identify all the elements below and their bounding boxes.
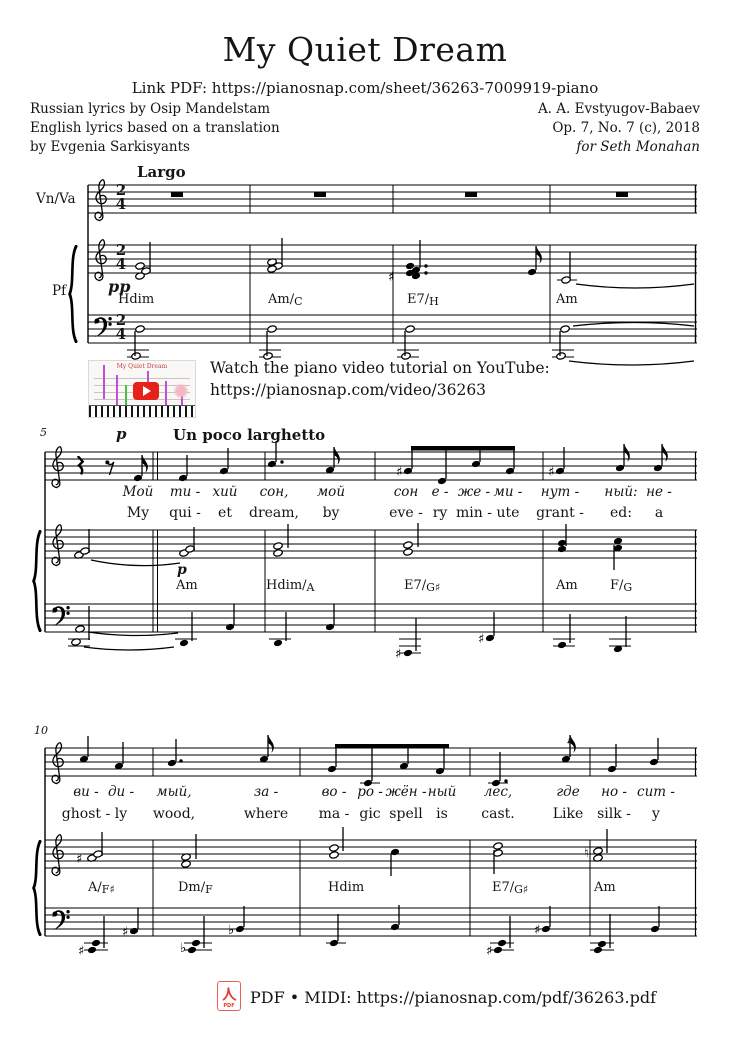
- lyric-syllable: мый,: [156, 784, 192, 800]
- lyric-syllable: ute: [496, 505, 520, 521]
- flat-accidental-icon: ♭: [228, 923, 235, 938]
- lyric-syllable: cast.: [481, 806, 515, 822]
- sharp-accidental-icon: ♯: [486, 944, 493, 959]
- grand-staff-brace: [34, 840, 41, 936]
- lyric-syllable: silk -: [597, 806, 631, 822]
- lyric-syllable: ви -: [73, 784, 99, 800]
- lyric-syllable: ро -: [357, 784, 383, 800]
- chord-label: Am/C: [268, 292, 303, 308]
- page-title: My Quiet Dream: [222, 30, 508, 69]
- lyric-syllable: ный: [427, 784, 457, 800]
- chord-label: Am: [556, 578, 578, 593]
- piano-keys-strip: [89, 405, 195, 417]
- lyric-syllable: eve -: [389, 505, 423, 521]
- chord-label: Am: [556, 292, 578, 307]
- chord-label: Dm/F: [178, 880, 213, 896]
- bass-clef-icon: [52, 910, 69, 930]
- tempo-un-poco-larghetto: Un poco larghetto: [173, 426, 326, 444]
- lyric-syllable: во -: [321, 784, 347, 800]
- sharp-accidental-icon: ♯: [395, 647, 402, 662]
- chord-label: Hdim: [328, 880, 365, 895]
- time-signature-top: 2: [115, 241, 127, 259]
- grand-staff-brace: [70, 245, 77, 343]
- sharp-accidental-icon: ♯: [78, 944, 85, 959]
- dynamic-p-vocal: p: [116, 425, 127, 443]
- lyric-syllable: et: [218, 505, 232, 521]
- time-signature-bottom: 4: [115, 195, 127, 213]
- lyric-syllable: нут -: [540, 484, 580, 500]
- lyric-syllable: grant -: [536, 505, 584, 521]
- composer-line: A. A. Evstyugov-Babaev: [537, 101, 700, 117]
- lyric-syllable: е -: [431, 484, 449, 500]
- treble-clef-icon: [52, 835, 63, 876]
- lyric-syllable: a: [654, 505, 664, 521]
- sharp-accidental-icon: ♯: [122, 925, 129, 940]
- lyric-syllable: за -: [253, 784, 279, 800]
- lyric-syllable: где: [556, 784, 580, 800]
- measure-number-10: 10: [34, 724, 48, 737]
- lyric-syllable: жён -: [385, 784, 427, 800]
- lyric-syllable: ми -: [493, 484, 523, 500]
- chord-label: Am: [176, 578, 198, 593]
- chord-label: E7/H: [407, 292, 439, 308]
- chord-label: E7/G♯: [404, 578, 441, 594]
- lyric-syllable: is: [436, 806, 448, 822]
- lyric-syllable: wood,: [152, 806, 196, 822]
- treble-clef-icon: [52, 525, 63, 566]
- credit-line: English lyrics based on a translation: [30, 120, 280, 136]
- lyric-syllable: ma -: [318, 806, 350, 822]
- lyric-syllable: min -: [456, 505, 492, 521]
- bass-clef-icon: [94, 317, 111, 337]
- youtube-play-icon[interactable]: [133, 382, 159, 400]
- time-signature-top: 2: [115, 181, 127, 199]
- opus-line: Op. 7, No. 7 (c), 2018: [552, 120, 700, 136]
- lyric-syllable: Like: [552, 806, 584, 822]
- lyric-syllable: сон: [393, 484, 419, 500]
- lyric-syllable: сон,: [259, 484, 289, 500]
- lyric-syllable: qui -: [169, 505, 201, 521]
- sharp-accidental-icon: ♯: [396, 465, 403, 480]
- lyric-syllable: ный:: [604, 484, 638, 500]
- lyric-syllable: by: [322, 505, 340, 521]
- credit-line: by Evgenia Sarkisyants: [30, 139, 190, 155]
- lyric-syllable: spell: [389, 806, 423, 822]
- pdf-file-icon[interactable]: [217, 981, 241, 1011]
- lyric-syllable: мой: [316, 484, 346, 500]
- lyric-syllable: сит -: [637, 784, 675, 800]
- sharp-accidental-icon: ♯: [548, 465, 555, 480]
- lyric-syllable: y: [652, 806, 660, 822]
- lyric-syllable: хий: [212, 484, 238, 500]
- lyric-syllable: ry: [432, 505, 448, 521]
- measure-number-5: 5: [40, 426, 47, 439]
- treble-clef-icon: [95, 180, 106, 221]
- pdf-icon-label: PDF: [223, 1003, 235, 1009]
- thumbnail-title: My Quiet Dream: [116, 363, 168, 370]
- note-streak: [103, 365, 105, 399]
- chord-label: Am: [594, 880, 616, 895]
- instrument-label-violin: Vn/Va: [36, 191, 76, 207]
- bass-clef-icon: [52, 606, 69, 626]
- treble-clef-icon: [52, 743, 63, 784]
- lyric-syllable: Мой: [122, 484, 154, 500]
- lyric-syllable: же -: [457, 484, 491, 500]
- note-streak: [116, 375, 118, 405]
- sharp-accidental-icon: ♯: [534, 923, 541, 938]
- lyric-syllable: лес,: [483, 784, 513, 800]
- flat-accidental-icon: ♭: [180, 941, 187, 956]
- sharp-accidental-icon: ♯: [388, 270, 395, 285]
- credit-line: Russian lyrics by Osip Mandelstam: [30, 101, 271, 117]
- youtube-link-line[interactable]: https://pianosnap.com/video/36263: [210, 381, 487, 399]
- breath-mark: ,: [567, 726, 573, 745]
- lyric-syllable: ly: [114, 806, 128, 822]
- lyric-syllable: не -: [646, 484, 672, 500]
- sharp-accidental-icon: ♯: [76, 852, 83, 867]
- treble-clef-icon: [52, 447, 63, 488]
- youtube-thumbnail[interactable]: [88, 360, 196, 418]
- chord-label: E7/G♯: [492, 880, 529, 896]
- time-signature-bottom: 4: [115, 325, 127, 343]
- dedication-line: for Seth Monahan: [576, 139, 700, 155]
- footer-download-line[interactable]: PDF • MIDI: https://pianosnap.com/pdf/36263.pdf: [250, 988, 656, 1007]
- blossom-art: [173, 383, 189, 399]
- chord-label: Hdim: [118, 292, 155, 307]
- natural-accidental-icon: ♮: [584, 846, 589, 861]
- time-signature-top: 2: [115, 311, 127, 329]
- lyric-syllable: ти -: [169, 484, 201, 500]
- chord-label: F/G: [610, 578, 633, 594]
- treble-clef-icon: [95, 240, 106, 281]
- lyric-syllable: dream,: [248, 505, 300, 521]
- instrument-label-piano: Pf: [52, 283, 67, 299]
- sharp-accidental-icon: ♯: [478, 632, 485, 647]
- lyric-syllable: ed:: [610, 505, 632, 521]
- lyric-syllable: where: [243, 806, 289, 822]
- grand-staff-brace: [34, 530, 41, 632]
- chord-label: Hdim/A: [266, 578, 315, 594]
- lyric-syllable: но -: [601, 784, 627, 800]
- dynamic-pp: pp: [108, 277, 131, 296]
- tempo-largo: Largo: [137, 163, 186, 181]
- lyric-syllable: My: [126, 505, 150, 521]
- lyric-syllable: gic: [359, 806, 381, 822]
- dynamic-p-piano: p: [177, 562, 187, 578]
- lyric-syllable: ди -: [107, 784, 135, 800]
- youtube-text-line1: Watch the piano video tutorial on YouTube:: [210, 359, 550, 377]
- pdf-link-line[interactable]: Link PDF: https://pianosnap.com/sheet/36263-7009919-piano: [131, 79, 599, 97]
- time-signature-bottom: 4: [115, 255, 127, 273]
- lyric-syllable: ghost -: [61, 806, 111, 822]
- chord-label: A/F♯: [88, 880, 115, 896]
